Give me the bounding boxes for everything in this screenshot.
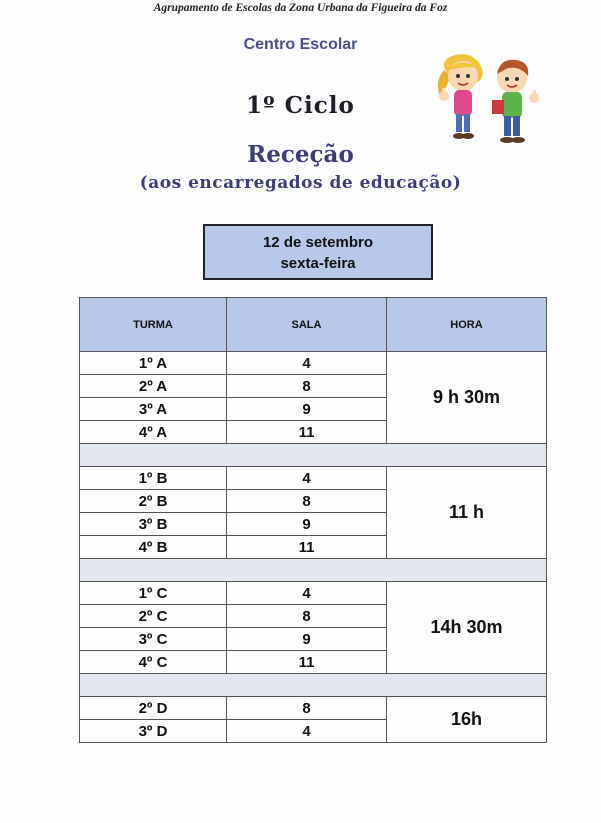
separator-row — [80, 674, 547, 697]
turma-cell: 3º D — [80, 720, 227, 743]
header-hora: HORA — [387, 298, 547, 352]
sala-cell: 4 — [227, 352, 387, 375]
turma-cell: 4º C — [80, 651, 227, 674]
turma-cell: 2º B — [80, 490, 227, 513]
turma-cell: 1º C — [80, 582, 227, 605]
table-row — [80, 582, 547, 605]
sala-cell: 9 — [227, 628, 387, 651]
organization-name: Agrupamento de Escolas da Zona Urbana da Figueira da Foz — [153, 2, 448, 14]
sala-cell: 8 — [227, 490, 387, 513]
turma-cell: 1º A — [80, 352, 227, 375]
hora-cell: 14h 30m — [387, 582, 547, 674]
turma-cell: 2º A — [80, 375, 227, 398]
hora-cell: 9 h 30m — [387, 352, 547, 444]
event-subtitle: (aos encarregados de educação) — [139, 173, 462, 193]
sala-cell: 8 — [227, 605, 387, 628]
sala-cell: 4 — [227, 582, 387, 605]
sala-cell: 9 — [227, 398, 387, 421]
separator-cell — [80, 444, 547, 467]
turma-cell: 3º A — [80, 398, 227, 421]
sala-cell: 11 — [227, 421, 387, 444]
turma-cell: 3º B — [80, 513, 227, 536]
turma-cell: 2º C — [80, 605, 227, 628]
date-box — [203, 224, 433, 280]
header-sala: SALA — [227, 298, 387, 352]
sala-cell: 4 — [227, 467, 387, 490]
turma-cell: 3º C — [80, 628, 227, 651]
table-row — [80, 697, 547, 720]
level-title: 1º Ciclo — [246, 92, 355, 119]
separator-cell — [80, 559, 547, 582]
turma-cell: 1º B — [80, 467, 227, 490]
sala-cell: 9 — [227, 513, 387, 536]
date-text: 12 de setembro — [262, 234, 374, 251]
header-turma: TURMA — [80, 298, 227, 352]
separator-row — [80, 444, 547, 467]
turma-cell: 4º B — [80, 536, 227, 559]
separator-row — [80, 559, 547, 582]
turma-cell: 4º A — [80, 421, 227, 444]
sala-cell: 4 — [227, 720, 387, 743]
table-row — [80, 467, 547, 490]
schedule-table — [79, 297, 547, 743]
table-row — [80, 352, 547, 375]
sala-cell: 8 — [227, 375, 387, 398]
sala-cell: 8 — [227, 697, 387, 720]
children-clipart-icon — [430, 52, 548, 152]
sala-cell: 11 — [227, 536, 387, 559]
sala-cell: 11 — [227, 651, 387, 674]
school-name: Centro Escolar — [243, 36, 358, 53]
hora-cell: 11 h — [387, 467, 547, 559]
hora-cell: 16h — [387, 697, 547, 743]
turma-cell: 2º D — [80, 697, 227, 720]
separator-cell — [80, 674, 547, 697]
event-title: Receção — [247, 141, 354, 168]
weekday-text: sexta-feira — [280, 255, 356, 272]
